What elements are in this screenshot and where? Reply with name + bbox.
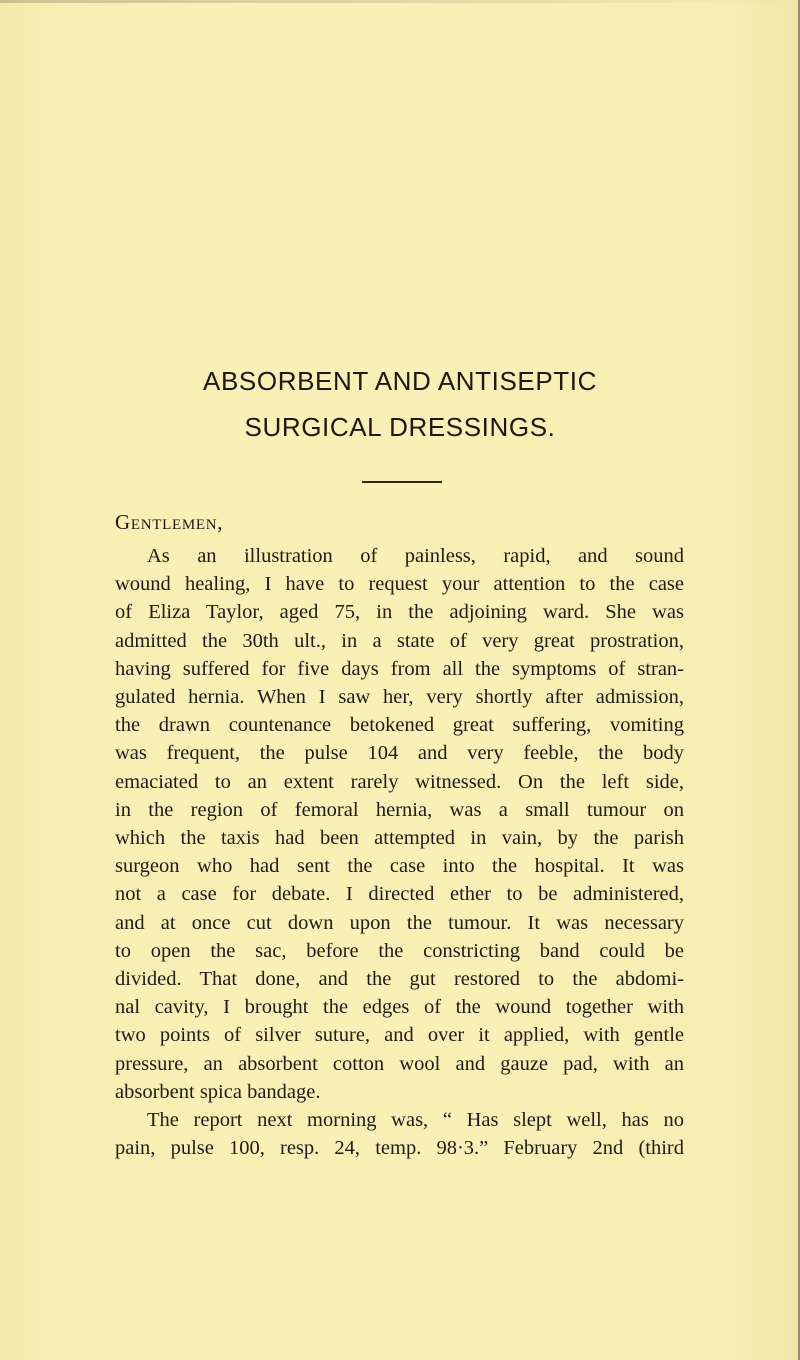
paragraph-1-line-18: two points of silver suture, and over it applied, with gentle: [115, 1024, 684, 1047]
top-border: [0, 0, 800, 3]
paragraph-1-line-15: to open the sac, before the constricting band could be: [115, 939, 684, 962]
paragraph-1-line-2: wound healing, I have to request your attention to the case: [115, 573, 684, 596]
paragraph-1-line-17: nal cavity, I brought the edges of the wound together with: [115, 996, 684, 1019]
title-line-2: SURGICAL DRESSINGS.: [244, 412, 556, 442]
paragraph-1-line-6: gulated hernia. When I saw her, very shortly after admission,: [115, 686, 684, 709]
paragraph-1-line-20: absorbent spica bandage.: [115, 1080, 321, 1103]
paragraph-1-line-1: As an illustration of painless, rapid, and sound: [147, 545, 684, 567]
paragraph-1-line-16: divided. That done, and the gut restored to the abdomi-: [115, 968, 684, 991]
title-line-1: ABSORBENT AND ANTISEPTIC: [203, 366, 597, 396]
paragraph-1-line-12: surgeon who had sent the case into the hospital. It was: [115, 855, 684, 878]
title-divider: [362, 481, 442, 483]
body-text: [115, 542, 684, 1162]
paragraph-1-line-14: and at once cut down upon the tumour. It was necessary: [115, 911, 684, 934]
paragraph-1-line-19: pressure, an absorbent cotton wool and gauze pad, with an: [115, 1052, 684, 1075]
salutation: Gentlemen,: [115, 510, 224, 534]
paragraph-1-line-10: in the region of femoral hernia, was a small tumour on: [115, 798, 684, 821]
paragraph-1-line-13: not a case for debate. I directed ether to be administered,: [115, 883, 684, 906]
paragraph-1-line-4: admitted the 30th ult., in a state of very great prostration,: [115, 629, 684, 652]
paragraph-1-line-8: was frequent, the pulse 104 and very feeble, the body: [115, 742, 684, 765]
paragraph-2-line-2: pain, pulse 100, resp. 24, temp. 98·3.” February 2nd (third: [115, 1137, 684, 1160]
paragraph-1-line-11: which the taxis had been attempted in vain, by the parish: [115, 827, 684, 850]
paragraph-1-line-5: having suffered for five days from all the symptoms of stran-: [115, 657, 684, 680]
paragraph-2-line-1: The report next morning was, “ Has slept well, has no: [147, 1109, 684, 1132]
document-title: [0, 358, 800, 450]
paragraph-1-line-7: the drawn countenance betokened great suffering, vomiting: [115, 714, 684, 737]
paragraph-1-line-9: emaciated to an extent rarely witnessed. On the left side,: [115, 770, 684, 793]
paragraph-1-line-3: of Eliza Taylor, aged 75, in the adjoining ward. She was: [115, 601, 684, 624]
